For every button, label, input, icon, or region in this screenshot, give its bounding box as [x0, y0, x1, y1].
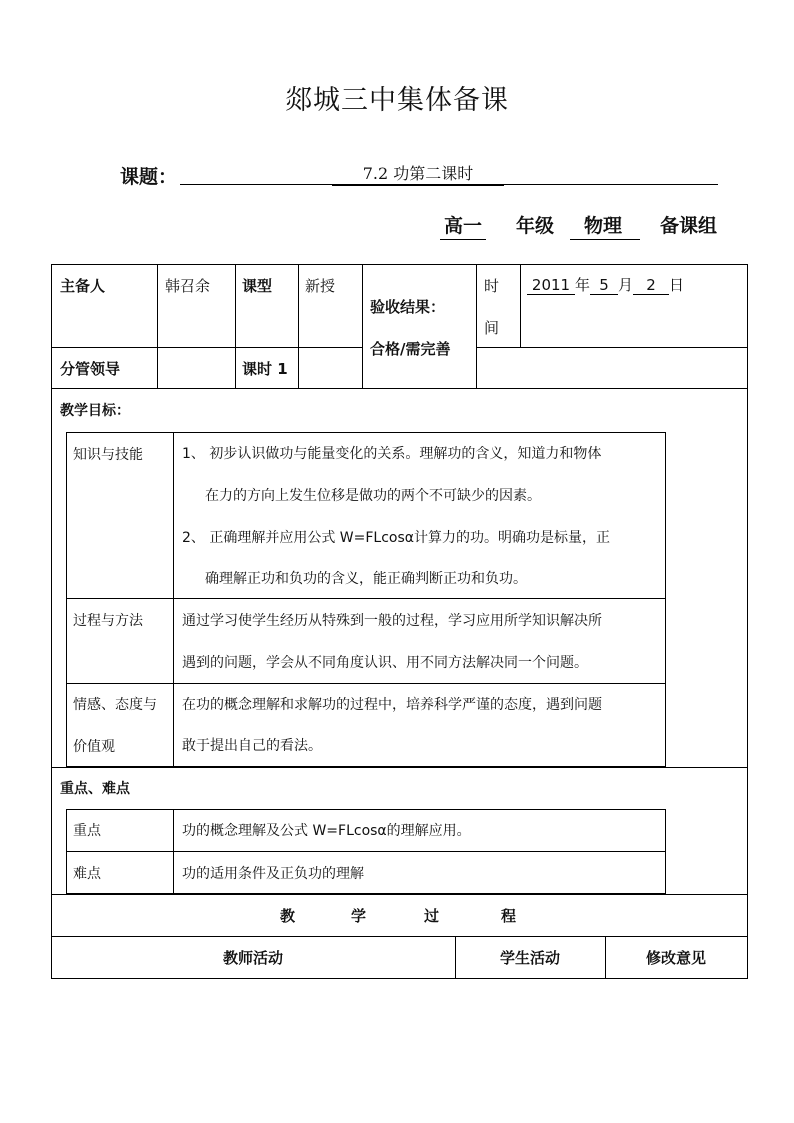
table-border-top [51, 264, 748, 265]
check-label: 验收结果： [370, 298, 446, 316]
divider [157, 264, 158, 388]
emotion-label-a: 情感、态度与 [73, 697, 157, 713]
date-field [527, 276, 684, 295]
divider [520, 264, 521, 347]
emotion-label-b: 价值观 [73, 739, 115, 755]
keypoints-heading: 重点、难点 [60, 781, 130, 797]
date-year: 2011 [527, 276, 575, 295]
process-heading-4: 程 [501, 907, 517, 925]
period-label: 课时 1 [242, 360, 288, 378]
emotion-line-b: 敢于提出自己的看法。 [182, 738, 322, 754]
divider [66, 809, 666, 810]
divider [66, 432, 67, 767]
divider [235, 264, 236, 388]
time-label-2: 间 [484, 319, 500, 337]
table-border-right [747, 264, 748, 979]
key-label: 重点 [73, 823, 101, 839]
emotion-line-a: 在功的概念理解和求解功的过程中，培养科学严谨的态度，遇到问题 [182, 697, 602, 713]
topic-label: 课题： [120, 166, 178, 188]
divider [173, 432, 174, 767]
divider [66, 851, 666, 852]
topic-value: 7.2 功第二课时 [332, 161, 504, 186]
knowledge-line-1a: 1、 初步认识做功与能量变化的关系。理解功的含义，知道力和物体 [182, 446, 602, 462]
teacher-activity-header: 教师活动 [222, 949, 283, 967]
revision-header: 修改意见 [645, 949, 706, 967]
page-title: 郯城三中集体备课 [285, 85, 509, 116]
process-heading-3: 过 [424, 907, 440, 925]
knowledge-line-1b: 在力的方向上发生位移是做功的两个不可缺少的因素。 [205, 488, 541, 504]
divider [476, 264, 477, 388]
knowledge-label: 知识与技能 [73, 447, 143, 463]
goals-heading: 教学目标： [60, 403, 130, 419]
date-day-unit: 日 [669, 276, 685, 294]
divider [665, 809, 666, 894]
check-value: 合格/需完善 [370, 340, 451, 358]
process-heading-1: 教 [280, 907, 296, 925]
divider [51, 388, 748, 389]
divider [66, 809, 67, 894]
table-border-left [51, 264, 52, 979]
type-label: 课型 [242, 277, 273, 295]
difficult-value: 功的适用条件及正负功的理解 [182, 866, 364, 882]
divider [51, 767, 748, 768]
type-value: 新授 [305, 277, 336, 295]
key-value: 功的概念理解及公式 W=FLcosα的理解应用。 [182, 823, 471, 839]
knowledge-line-2b: 确理解正功和负功的含义，能正确判断正功和负功。 [205, 571, 527, 587]
time-label-1: 时 [484, 277, 500, 295]
table-border-bottom [51, 978, 748, 979]
process-line-b: 遇到的问题，学会从不同角度认识、用不同方法解决同一个问题。 [182, 655, 588, 671]
knowledge-line-2a: 2、 正确理解并应用公式 W=FLcosα计算力的功。明确功是标量，正 [182, 530, 611, 546]
process-label: 过程与方法 [73, 613, 143, 629]
lead-value: 韩召余 [165, 277, 211, 295]
divider [173, 809, 174, 894]
grade: 高一 [440, 211, 486, 240]
divider [476, 347, 748, 348]
difficult-label: 难点 [73, 866, 101, 882]
date-month-unit: 月 [618, 276, 634, 294]
leader-label: 分管领导 [60, 360, 121, 378]
date-month: 5 [590, 276, 618, 295]
lead-label: 主备人 [60, 277, 106, 295]
divider [298, 264, 299, 388]
divider [51, 347, 362, 348]
divider [362, 264, 363, 388]
student-activity-header: 学生活动 [499, 949, 560, 967]
grade-suffix: 年级 [516, 215, 555, 237]
divider [51, 936, 748, 937]
date-day: 2 [633, 276, 669, 295]
divider [665, 432, 666, 767]
group-suffix: 备课组 [660, 215, 718, 237]
date-year-unit: 年 [575, 276, 591, 294]
divider [51, 894, 748, 895]
process-heading-2: 学 [351, 907, 367, 925]
subject: 物理 [570, 211, 640, 240]
process-line-a: 通过学习使学生经历从特殊到一般的过程，学习应用所学知识解决所 [182, 613, 602, 629]
